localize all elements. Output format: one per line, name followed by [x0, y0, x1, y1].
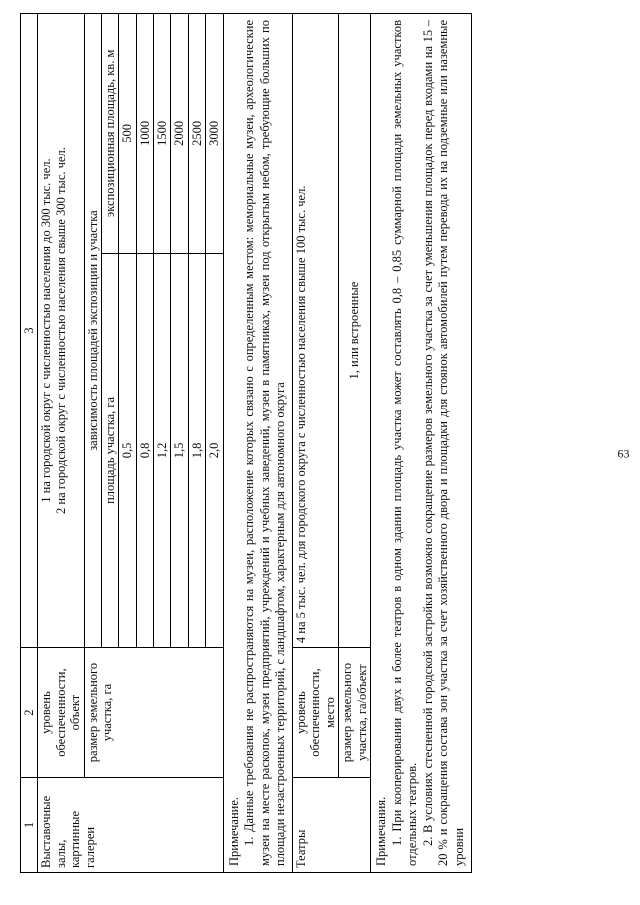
museum-dependency-title: зависимость площадей экспозиции и участка: [84, 14, 101, 648]
expo-value: 1500: [154, 14, 171, 254]
area-value: 1,2: [154, 253, 171, 647]
area-value: 0,8: [136, 253, 153, 647]
standards-table: [20, 13, 472, 873]
theater-note-1: 1. При кооперировании двух и более театров в одном здании площадь участка может составлять 0,8 – 0,85 суммарной площади земельных участков отдельных театров.: [389, 20, 420, 866]
page-number: 63: [617, 446, 630, 461]
area-value: 2,0: [206, 253, 223, 647]
museum-level-row: [38, 14, 84, 873]
theater-level-label: уровень обеспеченности, место: [293, 648, 339, 778]
theater-notes-row: [370, 14, 471, 873]
museum-level-line-1: 1 на городской округ с численностью населения до 300 тыс. чел.: [39, 158, 54, 503]
col-number-1: 1: [21, 778, 38, 873]
area-column-header: площадь участка, га: [101, 253, 118, 647]
theater-note-2: 2. В условиях стесненной городской застройки возможно сокращение размеров земельного участка за счет уменьшения площадок перед входами на 15 – 20 % и сокращения состава зон участка за счет хозяйственного двора и площадки для стоянок автомобилей путем перевода их на подземные или наземные уровни: [420, 20, 466, 866]
museum-level-label: уровень обеспеченности, объект: [38, 648, 84, 778]
col-number-3: 3: [21, 14, 38, 648]
expo-value: 500: [119, 14, 136, 254]
column-number-row: [21, 14, 38, 873]
expo-value: 1000: [136, 14, 153, 254]
theater-level-row: [293, 14, 339, 873]
col-number-2: 2: [21, 648, 38, 778]
museum-size-label: размер земельного участка, га: [84, 648, 223, 778]
theater-size-value: 1, или встроенные: [339, 14, 371, 648]
theater-name: Театры: [293, 778, 371, 873]
expo-value: 3000: [206, 14, 223, 254]
museum-dependency-title-row: [84, 14, 101, 873]
theater-size-row: [339, 14, 371, 873]
theater-notes: [370, 14, 471, 873]
theater-level-value: 4 на 5 тыс. чел. для городского округа с численностью населения свыше 100 тыс. чел.: [293, 14, 339, 648]
area-value: 1,5: [171, 253, 188, 647]
museum-name: Выставочные залы, картинные галереи: [38, 778, 223, 873]
museum-note-row: [223, 14, 293, 873]
museum-note-title: Примечание.: [226, 796, 241, 866]
museum-note-text: 1. Данные требования не распространяются на музеи, расположение которых связано с определенным местом: мемориальные музеи, археологические музеи на месте раскопок, музеи предприятий, учреждений и учебных заведений, музеи в памятниках, музеи под открытым небом, требующие больших по площади незастроенных территорий, с ландшафтом, характерным для автономного округа: [242, 20, 288, 866]
theater-size-label: размер земельного участка, га/объект: [339, 648, 371, 778]
expo-column-header: экспозиционная площадь, кв. м: [101, 14, 118, 254]
area-value: 1,8: [188, 253, 205, 647]
museum-note: [223, 14, 293, 873]
standards-table-container: [20, 13, 586, 873]
area-value: 0,5: [119, 253, 136, 647]
expo-value: 2000: [171, 14, 188, 254]
museum-level-line-2: 2 на городской округ с численностью населения свыше 300 тыс. чел.: [53, 147, 68, 514]
expo-value: 2500: [188, 14, 205, 254]
museum-level-value: [38, 14, 84, 648]
theater-notes-title: Примечания.: [373, 796, 388, 866]
